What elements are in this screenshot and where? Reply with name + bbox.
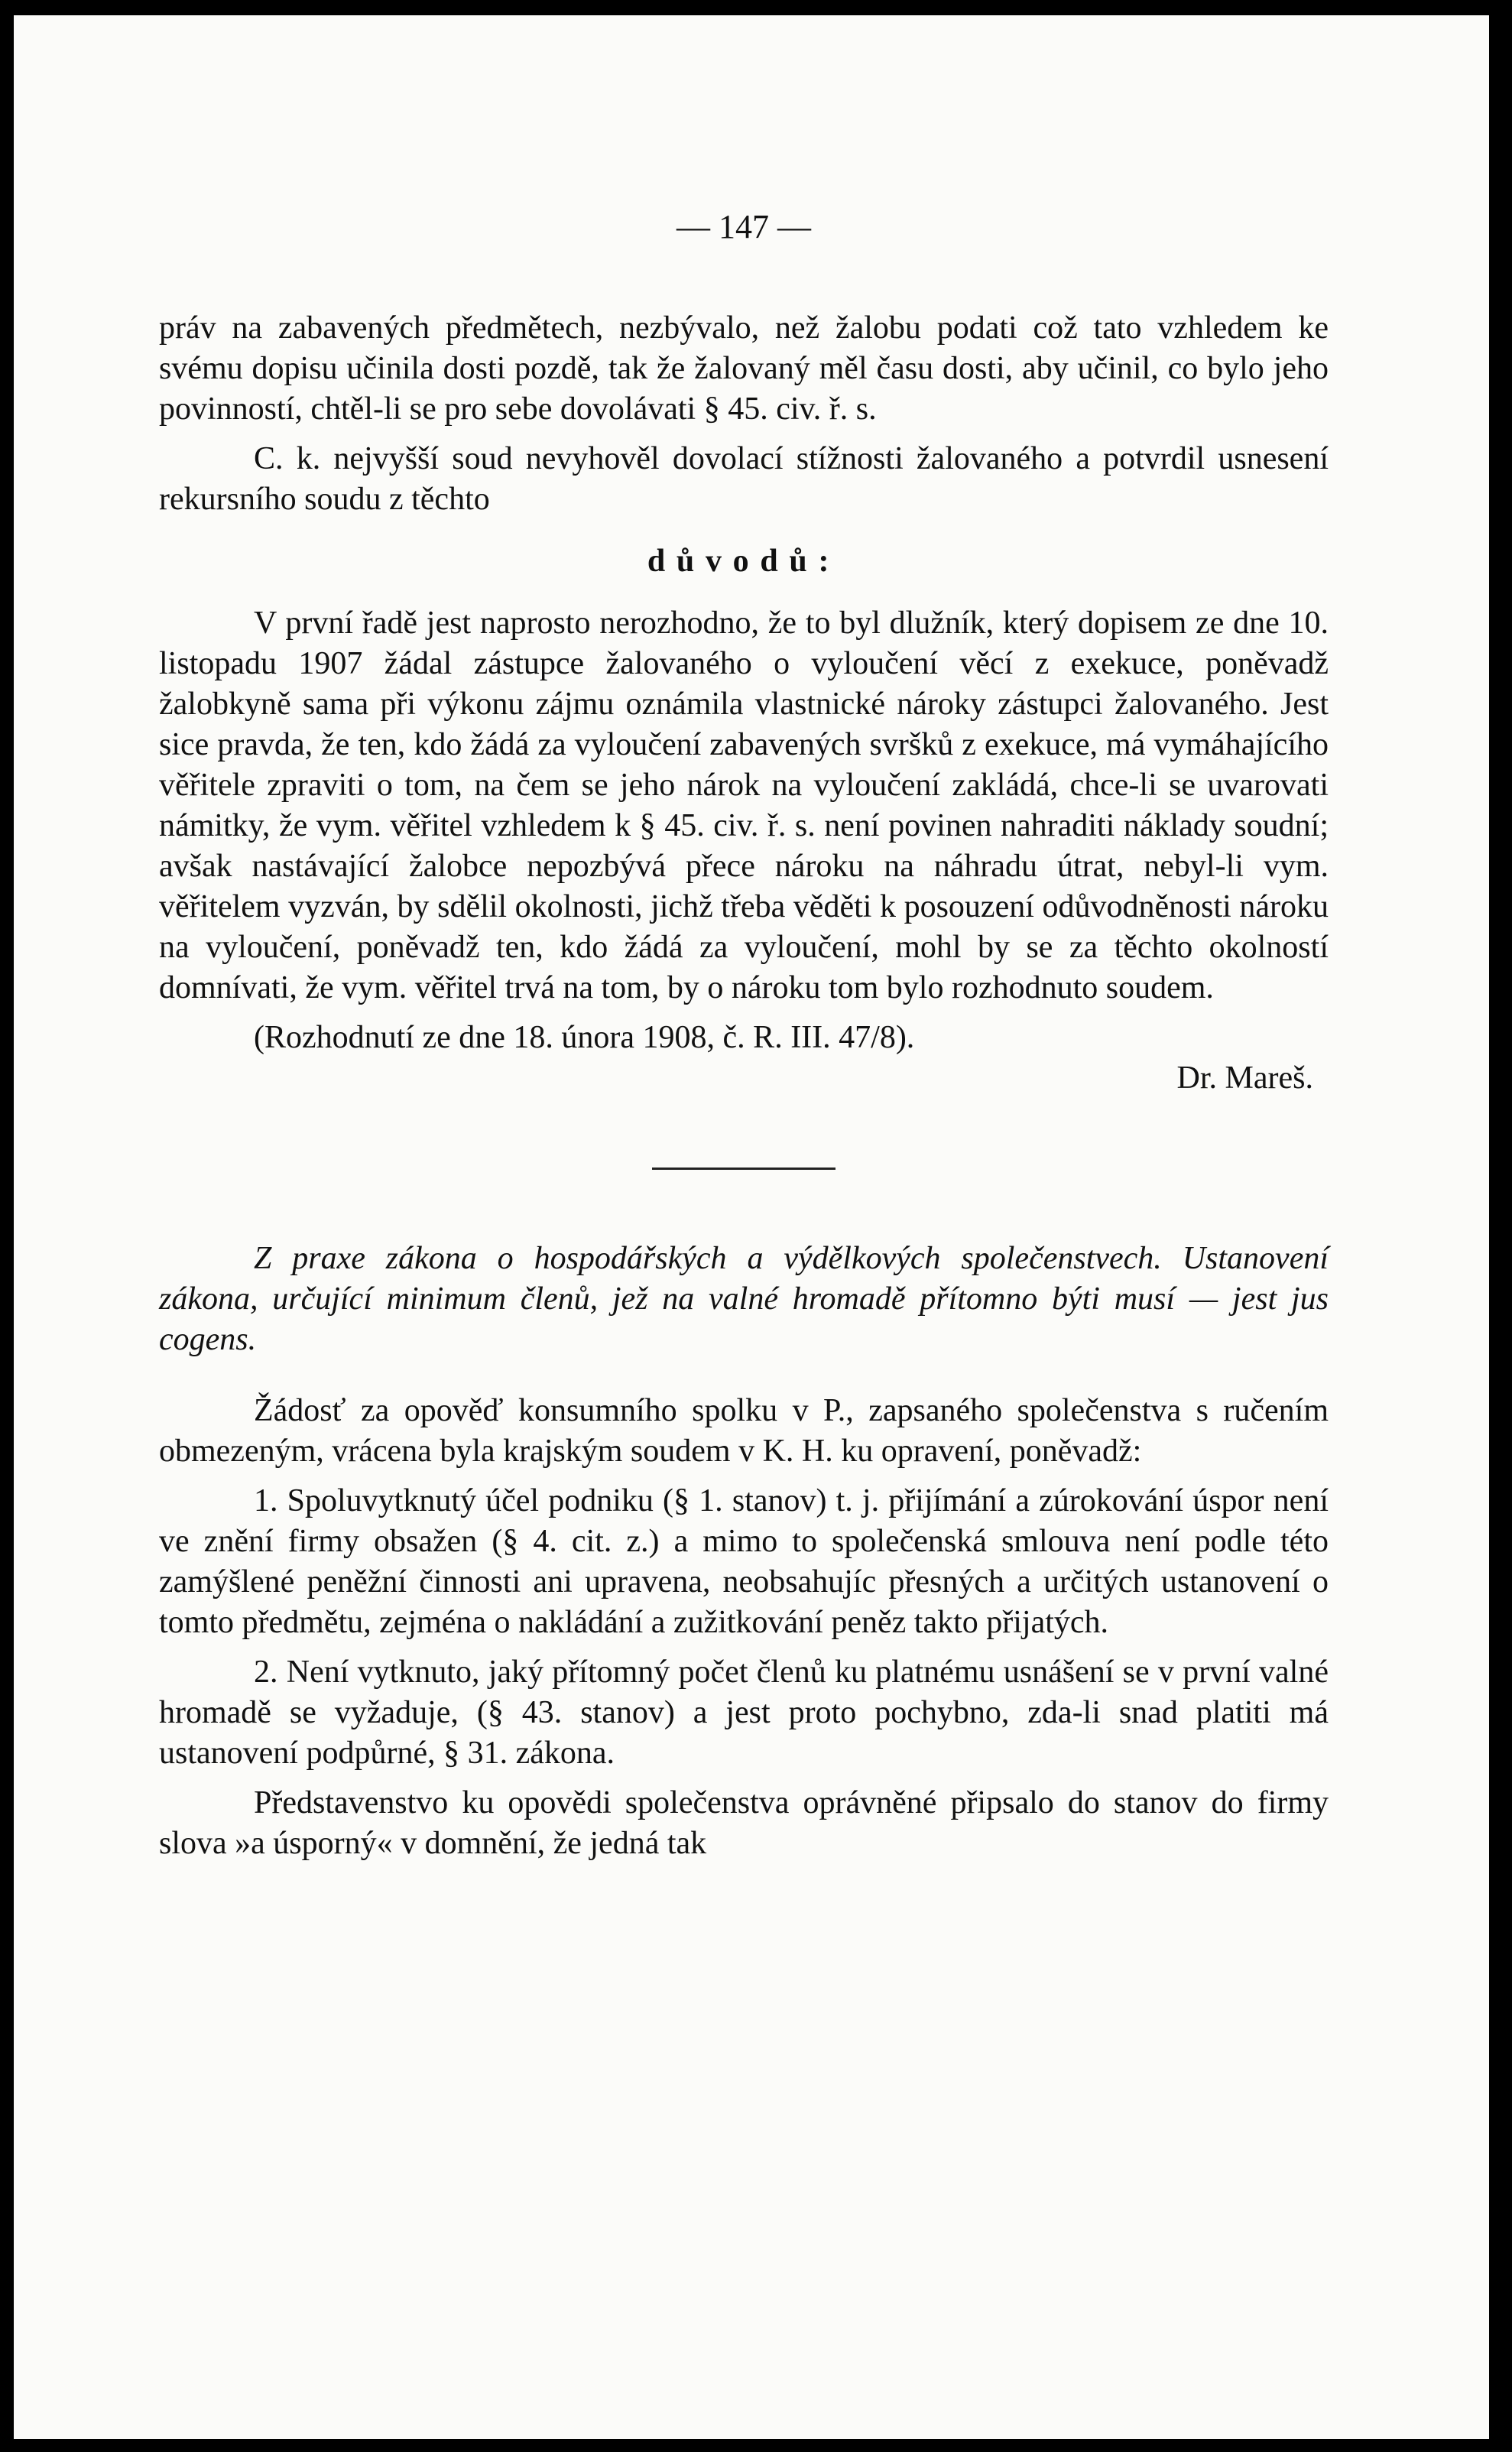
- paragraph-5: 1. Spoluvytknutý účel podniku (§ 1. stanov) t. j. přijímání a zúrokování úspor není ve znění firmy obsažen (§ 4. cit. z.) a mimo to společenská smlouva není podle této zamýšlené peněžní činnosti ani upravena, neobsahujíc přesných a určitých ustanovení o tomto předmětu, zejména o nakládání a zužitkování peněz takto přijatých.: [159, 1483, 1329, 1640]
- paragraph-4: Žádosť za opověď konsumního spolku v P., zapsaného společenstva s ručením obmezeným, vrácena byla krajským soudem v K. H. ku opravení, poněvadž:: [159, 1393, 1329, 1469]
- section-heading: důvodů:: [647, 544, 841, 579]
- paragraph-6: 2. Není vytknuto, jaký přítomný počet členů ku platnému usnášení se v první valné hromadě se vyžaduje, (§ 43. stanov) a jest proto pochybno, zda-li snad platiti má ustanovení podpůrné, § 31. zákona.: [159, 1655, 1329, 1771]
- paragraph-7: Představenstvo ku opovědi společenstva oprávněné připsalo do stanov do firmy slova »a úsporný« v domnění, že jedná tak: [159, 1785, 1329, 1861]
- document-page: [14, 15, 1489, 2439]
- paragraph-3: V první řadě jest naprosto nerozhodno, že to byl dlužník, který dopisem ze dne 10. listopadu 1907 žádal zástupce žalovaného o vyloučení věcí z exekuce, poněvadž žalobkyně sama při výkonu zájmu oznámila vlastnické nároky zástupci žalovaného. Jest sice pravda, že ten, kdo žádá za vyloučení zabavených svršků z exekuce, má vymáhajícího věřitele zpraviti o tom, na čem se jeho nárok na vyloučení zakládá, chce-li se uvarovati námitky, že vym. věřitel vzhledem k § 45. civ. ř. s. není povinen nahraditi náklady soudní; avšak nastávající žalobce nepozbývá přece nároku na náhradu útrat, nebyl-li vym. věřitelem vyzván, by sdělil okolnosti, jichž třeba věděti k posouzení odůvodněnosti nároku na vyloučení, poněvadž ten, kdo žádá za vyloučení, mohl by se za těchto okolností domnívati, že vym. věřitel trvá na tom, by o nároku tom bylo rozhodnuto soudem.: [159, 606, 1329, 1005]
- paragraph-2: C. k. nejvyšší soud nevyhověl dovolací stížnosti žalovaného a potvrdil usnesení rekursního soudu z těchto: [159, 441, 1329, 517]
- paragraph-1: práv na zabavených předmětech, nezbývalo, než žalobu podati což tato vzhledem ke svému dopisu učinila dosti pozdě, tak že žalovaný měl času dosti, aby učinil, co bylo jeho povinností, chtěl-li se pro sebe dovolávati § 45. civ. ř. s.: [159, 310, 1329, 427]
- page-content: [159, 206, 1329, 1864]
- signature: Dr. Mareš.: [1176, 1060, 1313, 1096]
- decision-reference: (Rozhodnutí ze dne 18. února 1908, č. R. III. 47/8).: [254, 1020, 915, 1055]
- page-number: — 147 —: [677, 208, 811, 245]
- article-title: Z praxe zákona o hospodářských a výdělkových společenstvech. Ustanovení zákona, určující minimum členů, jež na valné hromadě přítomno býti musí — jest jus cogens.: [159, 1241, 1329, 1357]
- section-divider: [652, 1168, 835, 1170]
